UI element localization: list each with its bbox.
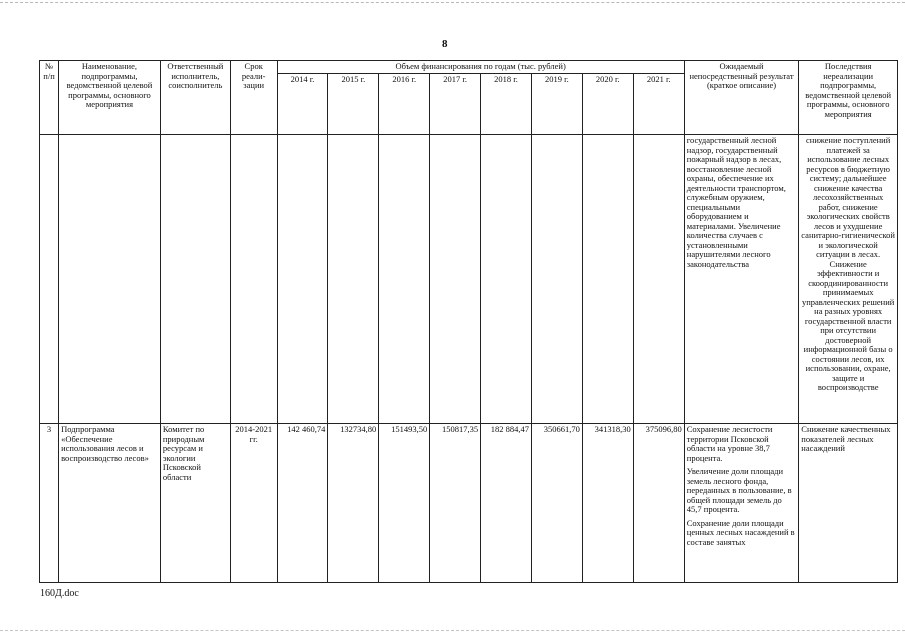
cell-empty (40, 135, 59, 424)
funding-2020: 341318,30 (582, 424, 633, 583)
expected-result-paragraph: Увеличение доли площади земель лесного фонда, переданных в пользование, в общей площади земель до 45,7 процента. (686, 466, 792, 514)
col-executor-header: Ответственный исполнитель, соисполнитель (160, 61, 230, 135)
cell-empty (277, 135, 328, 424)
year-header: 2021 г. (633, 74, 684, 135)
funding-2018: 182 884,47 (481, 424, 532, 583)
executor-name: Комитет по природным ресурсам и экологии Псковской области (160, 424, 230, 583)
funding-2014: 142 460,74 (277, 424, 328, 583)
year-header: 2015 г. (328, 74, 379, 135)
cell-empty (59, 135, 161, 424)
cell-empty (582, 135, 633, 424)
header-row (40, 61, 898, 74)
page-number: 8 (442, 38, 448, 50)
funding-2021: 375096,80 (633, 424, 684, 583)
col-consequences-header: Последствия нереализации подпрограммы, ведомственной целевой программы, основного мероприятия (799, 61, 898, 135)
col-expected-header: Ожидаемый непосредственный результат (краткое описание) (684, 61, 799, 135)
year-header: 2019 г. (531, 74, 582, 135)
cell-empty (328, 135, 379, 424)
cell-empty (379, 135, 430, 424)
year-header: 2020 г. (582, 74, 633, 135)
scan-edge-top (0, 2, 905, 5)
consequences-continuation: снижение поступлений платежей за использование лесных ресурсов в бюджетную систему; дальнейшее снижение качества лесохозяйственных работ, снижение экологических свойств лесов и ухудшение санитарно-гигиенической и экологической ситуации в лесах. Снижение эффективности и скоординированности принимаемых управленческих решений на разных уровнях государственной власти при отсутствии достоверной информационной базы о состоянии лесов, их использовании, охране, защите и воспроизводстве (799, 135, 898, 424)
year-header: 2014 г. (277, 74, 328, 135)
cell-empty (430, 135, 481, 424)
term-value: 2014-2021 гг. (230, 424, 277, 583)
cell-empty (230, 135, 277, 424)
table-row-continuation (40, 135, 898, 424)
cell-empty (481, 135, 532, 424)
footer-filename: 160Д.doc (40, 588, 79, 599)
funding-table (39, 60, 898, 583)
table-row-3 (40, 424, 898, 583)
funding-2019: 350661,70 (531, 424, 582, 583)
cell-empty (633, 135, 684, 424)
year-header: 2016 г. (379, 74, 430, 135)
col-num-header: № п/п (40, 61, 59, 135)
cell-empty (531, 135, 582, 424)
expected-result-paragraph: Сохранение лесистости территории Псковской области на уровне 38,7 процента. (686, 424, 773, 463)
year-header: 2017 г. (430, 74, 481, 135)
expected-result (684, 424, 799, 583)
col-term-header: Срок реали-зации (230, 61, 277, 135)
subprogram-name: Подпрограмма «Обеспечение использования лесов и воспроизводство лесов» (59, 424, 161, 583)
year-header: 2018 г. (481, 74, 532, 135)
expected-result-continuation: государственный лесной надзор, государственный пожарный надзор в лесах, восстановление лесной охраны, обеспечение их деятельности транспортом, служебным оружием, специальными оборудованием и материалами. Увеличение количества случаев с установленными нарушителями лесного законодательства (684, 135, 799, 424)
consequences: Снижение качественных показателей лесных насаждений (799, 424, 898, 583)
expected-result-paragraph: Сохранение доли площади ценных лесных насаждений в составе занятых (686, 517, 795, 547)
funding-2017: 150817,35 (430, 424, 481, 583)
funding-2015: 132734,80 (328, 424, 379, 583)
funding-2016: 151493,50 (379, 424, 430, 583)
cell-empty (160, 135, 230, 424)
funding-group-header: Объем финансирования по годам (тыс. рублей) (277, 61, 684, 74)
scan-edge-bottom (0, 630, 905, 633)
col-name-header: Наименование, подпрограммы, ведомственной целевой программы, основного мероприятия (59, 61, 161, 135)
row-number: 3 (40, 424, 59, 583)
